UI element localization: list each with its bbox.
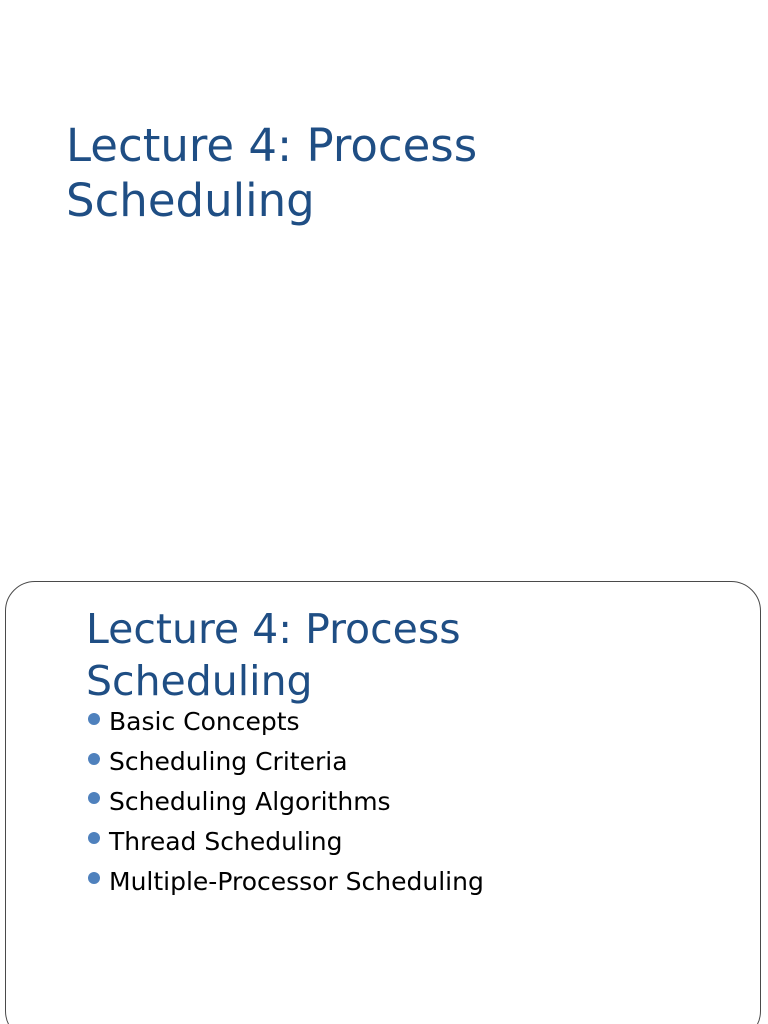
title-line-2: Scheduling: [66, 173, 315, 227]
bullet-icon: [88, 832, 100, 844]
content-title-line-2: Scheduling: [86, 657, 313, 706]
list-item: [88, 861, 484, 901]
title-slide-heading: [66, 119, 477, 229]
bullet-icon: [88, 713, 100, 725]
bullet-icon: [88, 792, 100, 804]
bullet-text: Scheduling Algorithms: [109, 786, 391, 816]
content-slide: [5, 581, 761, 1024]
bullet-text: Multiple-Processor Scheduling: [109, 866, 484, 896]
list-item: [88, 742, 484, 782]
bullet-text: Basic Concepts: [109, 707, 300, 737]
bullet-text: Thread Scheduling: [109, 826, 343, 856]
content-title-line-1: Lecture 4: Process: [86, 605, 461, 653]
bullet-icon: [88, 872, 100, 884]
list-item: [88, 702, 484, 742]
title-line-1: Lecture 4: Process: [66, 119, 478, 172]
content-slide-heading: [86, 603, 461, 707]
list-item: [88, 821, 484, 861]
bullet-text: Scheduling Criteria: [109, 747, 348, 777]
list-item: [88, 782, 484, 822]
bullet-list: [88, 702, 484, 901]
bullet-icon: [88, 753, 100, 765]
